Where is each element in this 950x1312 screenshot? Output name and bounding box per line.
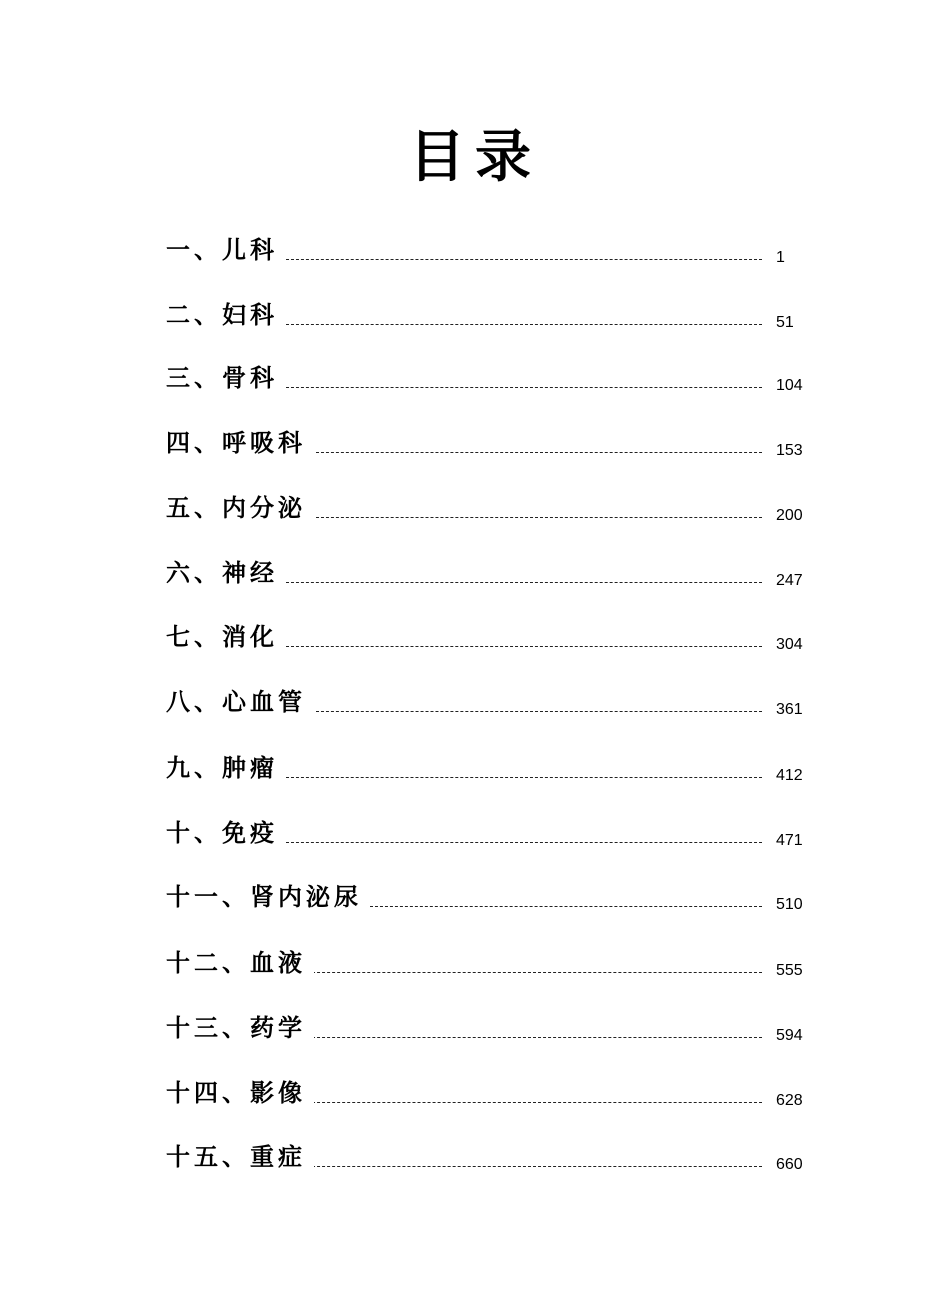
toc-entry[interactable] bbox=[166, 492, 816, 532]
toc-entry[interactable] bbox=[166, 817, 816, 857]
toc-entry-page-number: 555 bbox=[776, 962, 803, 979]
toc-entry-page-number: 361 bbox=[776, 701, 803, 718]
toc-entry[interactable] bbox=[166, 1077, 816, 1117]
dotted-leader bbox=[316, 711, 762, 712]
toc-entry-page-number: 660 bbox=[776, 1156, 803, 1173]
toc-entry[interactable] bbox=[166, 234, 816, 274]
dotted-leader bbox=[286, 582, 762, 583]
dotted-leader bbox=[286, 777, 762, 778]
toc-entry[interactable] bbox=[166, 362, 816, 402]
toc-entry-label: 六、神经 bbox=[166, 557, 286, 589]
toc-entry-page-number: 200 bbox=[776, 507, 803, 524]
toc-entry-label: 三、骨科 bbox=[166, 362, 286, 394]
toc-entry-label: 四、呼吸科 bbox=[166, 427, 314, 459]
toc-entry-label: 五、内分泌 bbox=[166, 492, 314, 524]
toc-entry[interactable] bbox=[166, 299, 816, 339]
toc-entry-label: 十、免疫 bbox=[166, 817, 286, 849]
toc-entry-label: 十一、肾内泌尿 bbox=[166, 881, 370, 913]
dotted-leader bbox=[286, 324, 762, 325]
toc-entry-label: 九、肿瘤 bbox=[166, 752, 286, 784]
dotted-leader bbox=[316, 517, 762, 518]
dotted-leader bbox=[316, 452, 762, 453]
toc-entry-label: 七、消化 bbox=[166, 621, 286, 653]
toc-entry-page-number: 1 bbox=[776, 249, 785, 266]
toc-entry-page-number: 594 bbox=[776, 1027, 803, 1044]
toc-entry[interactable] bbox=[166, 881, 816, 921]
toc-entry[interactable] bbox=[166, 752, 816, 792]
toc-entry-page-number: 304 bbox=[776, 636, 803, 653]
toc-entry-page-number: 510 bbox=[776, 896, 803, 913]
dotted-leader bbox=[286, 842, 762, 843]
toc-entry-label: 十五、重症 bbox=[166, 1141, 314, 1173]
toc-entry[interactable] bbox=[166, 557, 816, 597]
toc-entry[interactable] bbox=[166, 1141, 816, 1181]
toc-entry[interactable] bbox=[166, 686, 816, 726]
toc-entry-page-number: 104 bbox=[776, 377, 803, 394]
toc-entry-label: 一、儿科 bbox=[166, 234, 286, 266]
page-title: 目录 bbox=[409, 125, 541, 190]
dotted-leader bbox=[370, 906, 762, 907]
toc-entry-page-number: 51 bbox=[776, 314, 794, 331]
toc-entry-page-number: 628 bbox=[776, 1092, 803, 1109]
toc-entry[interactable] bbox=[166, 427, 816, 467]
toc-entry[interactable] bbox=[166, 1012, 816, 1052]
dotted-leader bbox=[286, 387, 762, 388]
dotted-leader bbox=[286, 646, 762, 647]
toc-entry-label: 二、妇科 bbox=[166, 299, 286, 331]
toc-entry-label: 十三、药学 bbox=[166, 1012, 314, 1044]
dotted-leader bbox=[307, 1166, 762, 1167]
toc-entry-page-number: 412 bbox=[776, 767, 803, 784]
toc-entry-page-number: 153 bbox=[776, 442, 803, 459]
toc-entry-label: 十四、影像 bbox=[166, 1077, 314, 1109]
toc-entry-page-number: 471 bbox=[776, 832, 803, 849]
dotted-leader bbox=[307, 1037, 762, 1038]
toc-entry[interactable] bbox=[166, 947, 816, 987]
toc-entry-label: 八、心血管 bbox=[166, 686, 314, 718]
toc-entry[interactable] bbox=[166, 621, 816, 661]
toc-entry-label: 十二、血液 bbox=[166, 947, 314, 979]
dotted-leader bbox=[286, 259, 762, 260]
toc-entry-page-number: 247 bbox=[776, 572, 803, 589]
dotted-leader bbox=[307, 972, 762, 973]
dotted-leader bbox=[307, 1102, 762, 1103]
